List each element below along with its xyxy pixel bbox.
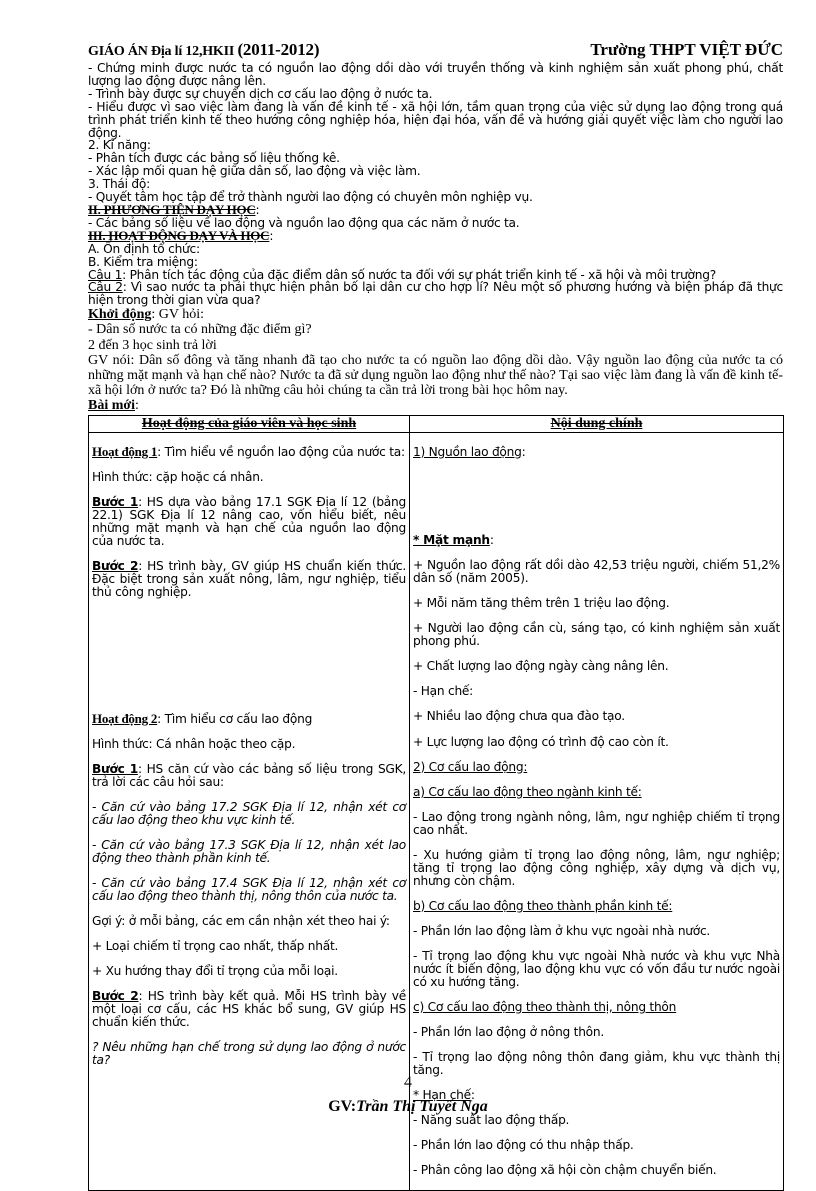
structure-item: - Phần lớn lao động làm ở khu vực ngoài nhà nước. bbox=[413, 923, 711, 938]
limit-item: + Lực lượng lao động có trình độ cao còn ít. bbox=[413, 734, 669, 749]
section-2-item: - Các bảng số liệu về lao động và nguồn lao động qua các năm ở nước ta. bbox=[88, 215, 520, 230]
labour-structure-heading: 2) Cơ cấu lao động: bbox=[413, 759, 528, 774]
structure-item: - Tỉ trọng lao động nông thôn đang giảm, khu vực thành thị tăng. bbox=[413, 1050, 780, 1077]
activity-2-form: Hình thức: Cá nhân hoặc theo cặp. bbox=[92, 737, 296, 752]
structure-item: - Lao động trong ngành nông, lâm, ngư nghiệp chiếm tỉ trọng cao nhất. bbox=[413, 809, 780, 837]
spacer bbox=[413, 471, 780, 522]
structure-item: - Xu hướng giảm tỉ trọng lao động nông, lâm, ngư nghiệp; tăng tỉ trọng lao động công nghiệp, xây dựng và dịch vụ, nhưng còn chậm. bbox=[413, 847, 780, 888]
structure-urban-rural-heading: c) Cơ cấu lao động theo thành thị, nông thôn bbox=[413, 999, 677, 1014]
new-lesson-heading: Bài mới: bbox=[88, 398, 139, 414]
strength-item: + Người lao động cần cù, sáng tạo, có kinh nghiệm sản xuất phong phú. bbox=[413, 621, 780, 649]
limit-item: + Nhiều lao động chưa qua đào tạo. bbox=[413, 709, 625, 724]
strength-item: + Mỗi năm tăng thêm trên 1 triệu lao động. bbox=[413, 596, 670, 611]
activity-1-step-2: Bước 2: HS trình bày, GV giúp HS chuẩn kiến thức. Đặc biệt trong sản xuất nông, lâm, ngư nghiệp, tiểu thủ công nghiệp. bbox=[92, 558, 406, 599]
warmup-question: - Dân số nước ta có những đặc điểm gì? bbox=[88, 322, 312, 338]
structure-by-ownership-heading: b) Cơ cấu lao động theo thành phần kinh tế: bbox=[413, 898, 673, 913]
attitude-heading: 3. Thái độ: bbox=[88, 177, 150, 192]
teacher-signature: GV:Trần Thị Tuyết Nga bbox=[328, 1098, 488, 1115]
attitude-item: - Quyết tâm học tập để trở thành người lao động có chuyên môn nghiệp vụ. bbox=[88, 190, 533, 205]
warmup-section bbox=[88, 307, 783, 413]
activity-1-step-1: Bước 1: HS dựa vào bảng 17.1 SGK Địa lí 12 (bảng 22.1) SGK Địa lí 12 nâng cao, vốn hiểu biết, nêu những mặt mạnh và hạn chế của nguồn lao động của nước ta. bbox=[92, 495, 406, 548]
activity-2-heading: Hoạt động 2: Tìm hiểu cơ cấu lao động bbox=[92, 710, 313, 726]
warmup-answer: 2 đến 3 học sinh trả lời bbox=[88, 337, 217, 353]
step-b: B. Kiểm tra miệng: bbox=[88, 254, 198, 269]
section-2-heading: II. PHƯƠNG TIỆN DẠY HỌC: bbox=[88, 201, 260, 217]
activity-2-question: - Căn cứ vào bảng 17.2 SGK Địa lí 12, nhận xét cơ cấu lao động theo khu vực kinh tế. bbox=[92, 800, 406, 828]
table-header-row bbox=[89, 415, 784, 432]
skills-heading: 2. Kĩ năng: bbox=[88, 138, 151, 153]
skill-item: - Xác lập mối quan hệ giữa dân số, lao động và việc làm. bbox=[88, 164, 421, 179]
activity-2-step-2: Bước 2: HS trình bày kết quả. Mỗi HS trình bày về một loại cơ cấu, các HS khác bổ sung, GV giúp HS chuẩn kiến thức. bbox=[92, 989, 406, 1030]
limitation-item: - Năng suất lao động thấp. bbox=[413, 1113, 570, 1128]
col-header-activities: Hoạt động của giáo viên và học sinh bbox=[89, 415, 410, 432]
objective-2: - Trình bày được sự chuyển dịch cơ cấu lao động ở nước ta. bbox=[88, 86, 433, 101]
objective-1: - Chứng minh được nước ta có nguồn lao động dồi dào với truyền thống và kinh nghiệm sản xuất phong phú, chất lượng lao động được nâng lên. bbox=[88, 61, 783, 88]
activity-1-heading: Hoạt động 1: Tìm hiểu về nguồn lao động của nước ta: bbox=[92, 443, 405, 459]
page-header bbox=[88, 40, 783, 62]
col-header-content: Nội dung chính bbox=[410, 415, 784, 432]
structure-item: - Tỉ trọng lao động khu vực ngoài Nhà nước và khu vực Nhà nước ít biến động, lao động khu vực có vốn đầu tư nước ngoài có xu hướng tăng. bbox=[413, 948, 780, 989]
page bbox=[88, 40, 783, 1191]
labour-source-heading: 1) Nguồn lao động: bbox=[413, 444, 526, 459]
strength-item: + Nguồn lao động rất dồi dào 42,53 triệu người, chiếm 51,2% dân số (năm 2005). bbox=[413, 558, 780, 586]
structure-item: - Phần lớn lao động ở nông thôn. bbox=[413, 1024, 604, 1039]
limitations-heading: * Hạn chế: bbox=[413, 1088, 475, 1103]
lesson-body bbox=[88, 62, 783, 414]
structure-by-sector-heading: a) Cơ cấu lao động theo ngành kinh tế: bbox=[413, 784, 642, 799]
step-a: A. Ổn định tổ chức: bbox=[88, 241, 200, 256]
strengths-heading: * Mặt mạnh: bbox=[413, 533, 494, 548]
activity-2-hint-item: + Xu hướng thay đổi tỉ trọng của mỗi loại. bbox=[92, 964, 338, 979]
page-number: 4 bbox=[404, 1074, 412, 1091]
lesson-plan-title: GIÁO ÁN Địa lí 12,HKII (2011-2012) bbox=[88, 40, 320, 59]
limits-heading: - Hạn chế: bbox=[413, 684, 474, 699]
limitation-item: - Phần lớn lao động có thu nhập thấp. bbox=[413, 1138, 634, 1153]
spacer bbox=[92, 611, 406, 701]
limitation-item: - Phân công lao động xã hội còn chậm chuyển biến. bbox=[413, 1163, 717, 1178]
objective-3: - Hiểu được vì sao việc làm đang là vấn đề kinh tế - xã hội lớn, tầm quan trọng của việc sử dụng lao động trong quá trình phát triển kinh tế theo hướng công nghiệp hóa, hiện đại hóa, vấn đề và hướng giải quyết việc làm cho người lao động. bbox=[88, 99, 783, 140]
teacher-speech: GV nói: Dân số đông và tăng nhanh đã tạo cho nước ta có nguồn lao động dồi dào. Vậy nguồn lao động của nước ta có những mặt mạnh và hạn chế nào? Nước ta đã sử dụng nguồn lao động như thế nào? Tại sao việc làm đang là vấn đề kinh tế- xã hội lớn ở nước ta? Đó là những câu hỏi chúng ta cần trả lời trong bài học hôm nay. bbox=[88, 352, 783, 399]
activity-2-hint-item: + Loại chiếm tỉ trọng cao nhất, thấp nhất. bbox=[92, 939, 339, 954]
warmup-heading: Khởi động: GV hỏi: bbox=[88, 307, 205, 323]
activity-2-step-1: Bước 1: HS căn cứ vào các bảng số liệu trong SGK, trả lời các câu hỏi sau: bbox=[92, 762, 406, 790]
strength-item: + Chất lượng lao động ngày càng nâng lên. bbox=[413, 659, 669, 674]
activity-2-discussion-question: ? Nêu những hạn chế trong sử dụng lao động ở nước ta? bbox=[92, 1040, 406, 1068]
activity-2-question: - Căn cứ vào bảng 17.3 SGK Địa lí 12, nhận xét lao động theo thành phần kinh tế. bbox=[92, 838, 406, 866]
section-3-heading: III. HOẠT ĐỘNG DẠY VÀ HỌC: bbox=[88, 227, 274, 243]
activity-2-hint: Gợi ý: ở mỗi bảng, các em cần nhận xét theo hai ý: bbox=[92, 914, 390, 929]
question-1: Câu 1: Phân tích tác động của đặc điểm dân số nước ta đối với sự phát triển kinh tế - xã hội và môi trường? bbox=[88, 267, 716, 282]
skill-item: - Phân tích được các bảng số liệu thống kê. bbox=[88, 151, 340, 166]
school-name: Trường THPT VIỆT ĐỨC bbox=[590, 40, 783, 59]
activity-2-question: - Căn cứ vào bảng 17.4 SGK Địa lí 12, nhận xét cơ cấu lao động theo thành thị, nông thôn của nước ta. bbox=[92, 876, 406, 904]
activity-1-form: Hình thức: cặp hoặc cá nhân. bbox=[92, 469, 264, 484]
question-2: Câu 2: Vì sao nước ta phải thực hiện phân bố lại dân cư cho hợp lí? Nêu một số phương hướng và biện pháp đã thực hiện trong thời gian vừa qua? bbox=[88, 280, 783, 308]
